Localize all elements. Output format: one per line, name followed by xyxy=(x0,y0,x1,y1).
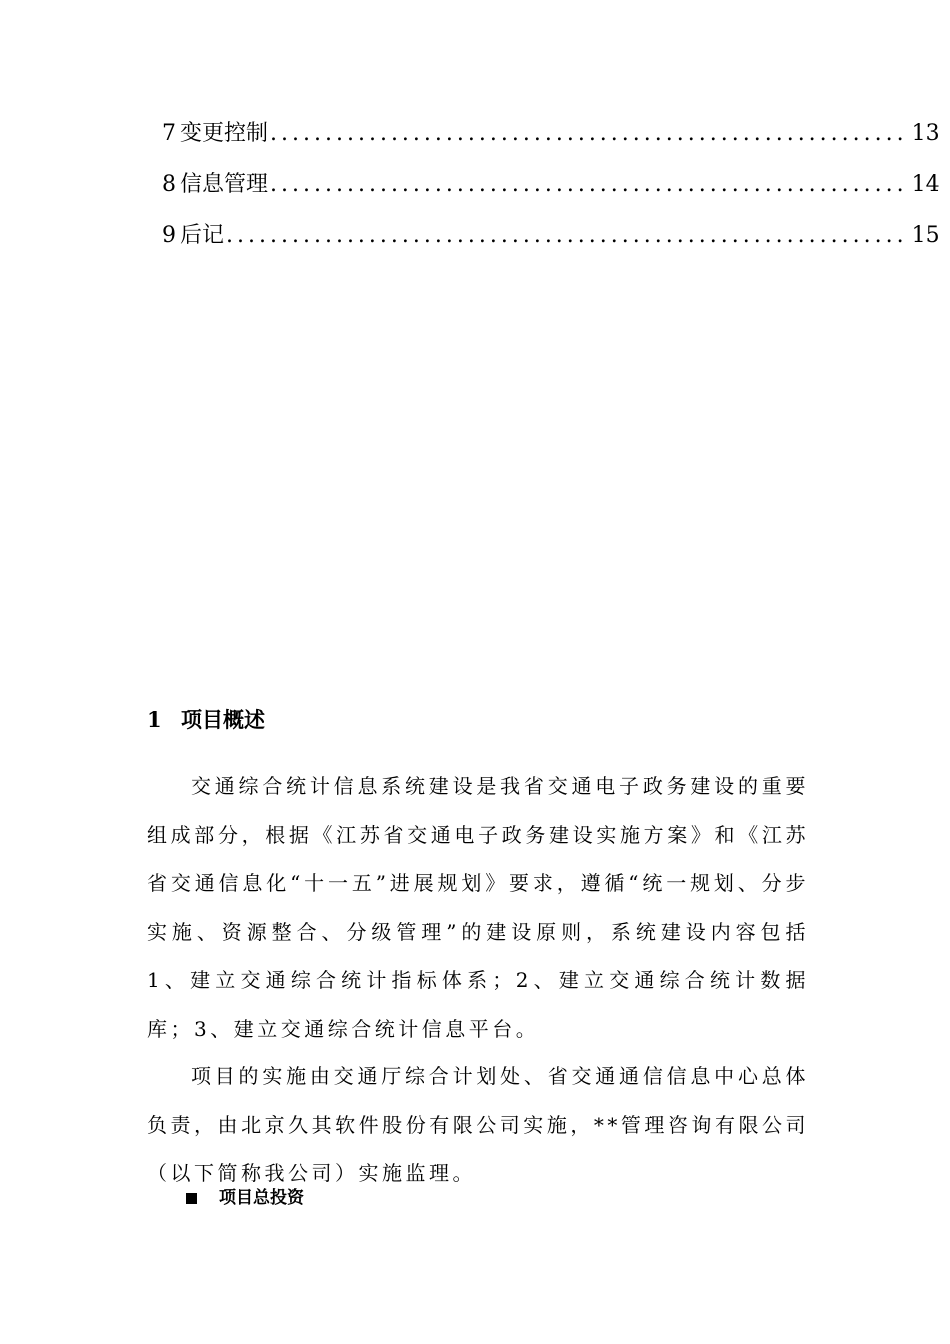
toc-entry-9[interactable] xyxy=(162,220,940,271)
body-paragraph-implementation: 项目的实施由交通厅综合计划处、省交通通信信息中心总体负责，由北京久其软件股份有限公司实施，**管理咨询有限公司（以下简称我公司）实施监理。 xyxy=(147,1064,809,1185)
toc-entry-title: 信息管理 xyxy=(180,172,269,197)
toc-page-number: 13 xyxy=(911,121,940,146)
toc-dot-leader: .......................................................... xyxy=(270,121,908,146)
bullet-item-total-investment xyxy=(186,1184,304,1212)
black-square-bullet-icon xyxy=(186,1193,197,1204)
toc-page-number: 15 xyxy=(911,223,940,248)
bullet-item-label: 项目总投资 xyxy=(219,1188,304,1208)
section-title: 项目概述 xyxy=(181,707,265,732)
toc-dot-leader: .............................................................. xyxy=(226,223,908,248)
toc-entry-title: 后记 xyxy=(180,223,225,248)
toc-dot-leader: .......................................................... xyxy=(270,172,908,197)
section-heading xyxy=(147,704,265,736)
toc-entry-title: 变更控制 xyxy=(180,121,269,146)
toc-entry-number: 8 xyxy=(162,172,176,197)
body-paragraph-overview: 交通综合统计信息系统建设是我省交通电子政务建设的重要组成部分，根据《江苏省交通电子政务建设实施方案》和《江苏省交通信息化“十一五”进展规划》要求，遵循“统一规划、分步实施、资源整合、分级管理”的建设原则，系统建设内容包括 1、建立交通综合统计指标体系；2、建立交通综合统计数据库；3、建立交通综合统计信息平台。 xyxy=(147,774,809,1041)
toc-entry-number: 7 xyxy=(162,121,176,146)
table-of-contents xyxy=(162,118,940,271)
toc-entry-8[interactable] xyxy=(162,169,940,220)
toc-page-number: 14 xyxy=(911,172,940,197)
toc-entry-7[interactable] xyxy=(162,118,940,169)
section-number: 1 xyxy=(147,707,162,732)
toc-entry-number: 9 xyxy=(162,223,176,248)
